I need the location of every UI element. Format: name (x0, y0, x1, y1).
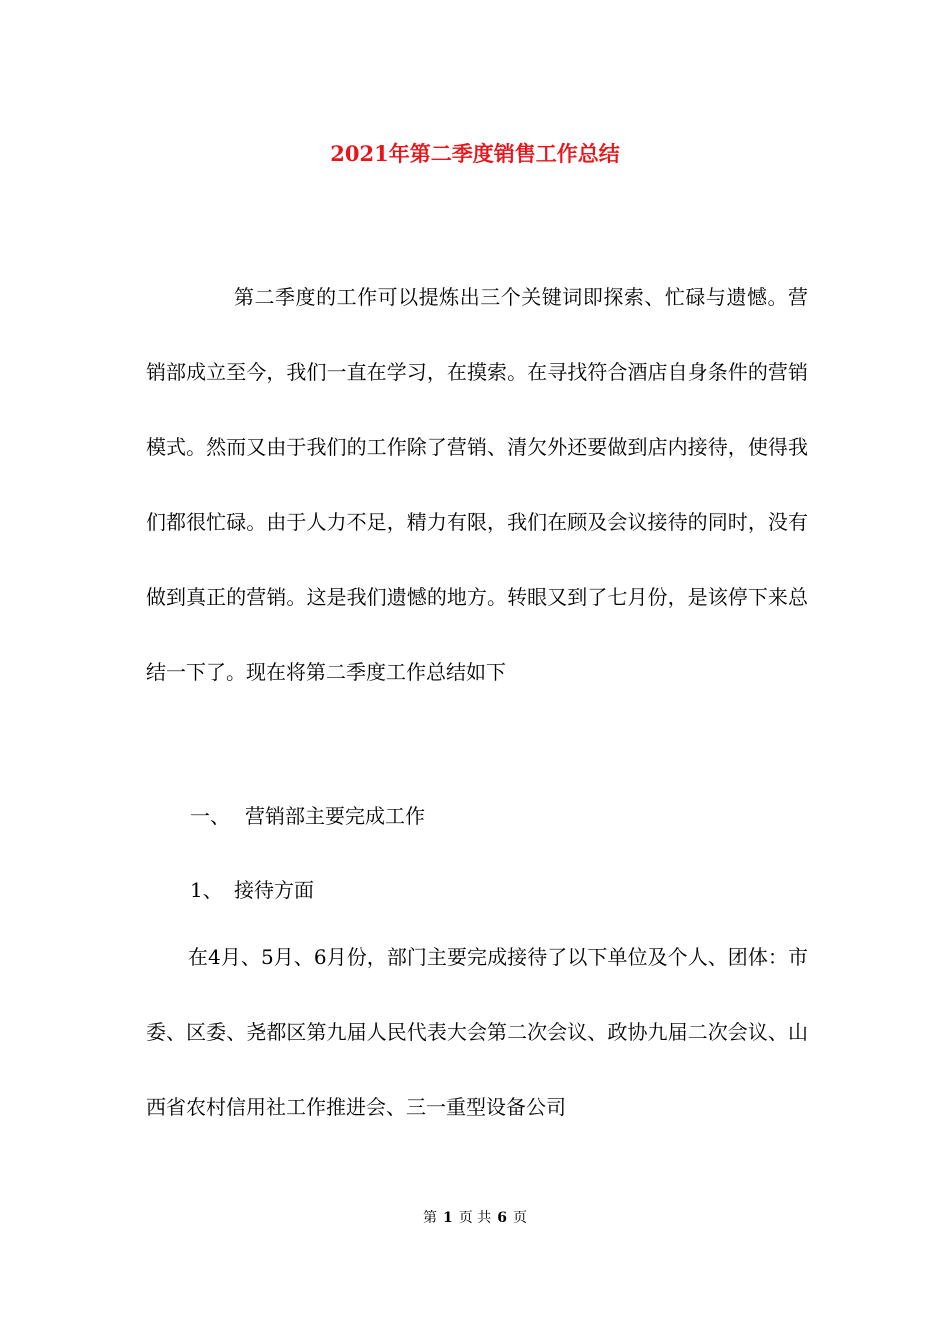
footer-prefix: 第 (423, 1210, 438, 1226)
footer-page-number: 1 (443, 1210, 453, 1226)
footer-suffix: 页 (512, 1210, 527, 1226)
page-footer (0, 1206, 950, 1230)
footer-total-pages: 6 (497, 1210, 507, 1226)
document-title: 2021年第二季度销售工作总结 (330, 141, 620, 166)
sub-heading (190, 870, 314, 910)
section-heading-text: 营销部主要完成工作 (245, 804, 425, 828)
intro-paragraph: 第二季度的工作可以提炼出三个关键词即探索、忙碌与遗憾。营销部成立至今，我们一直在学习，在摸索。在寻找符合酒店自身条件的营销模式。然而又由于我们的工作除了营销、清欠外还要做到店内接待，使得我们都很忙碌。由于人力不足，精力有限，我们在顾及会议接待的同时，没有做到真正的营销。这是我们遗憾的地方。转眼又到了七月份，是该停下来总结一下了。现在将第二季度工作总结如下 (146, 285, 808, 684)
section-number: 一、 (190, 804, 230, 828)
footer-middle: 页 共 (458, 1210, 492, 1226)
sub-heading-number: 1、 (190, 878, 223, 902)
section-heading (190, 796, 425, 836)
sub-heading-text: 接待方面 (234, 878, 314, 902)
reception-paragraph: 在4月、5月、6月份，部门主要完成接待了以下单位及个人、团体：市委、区委、尧都区第九届人民代表大会第二次会议、政协九届二次会议、山西省农村信用社工作推进会、三一重型设备公司 (146, 945, 808, 1119)
